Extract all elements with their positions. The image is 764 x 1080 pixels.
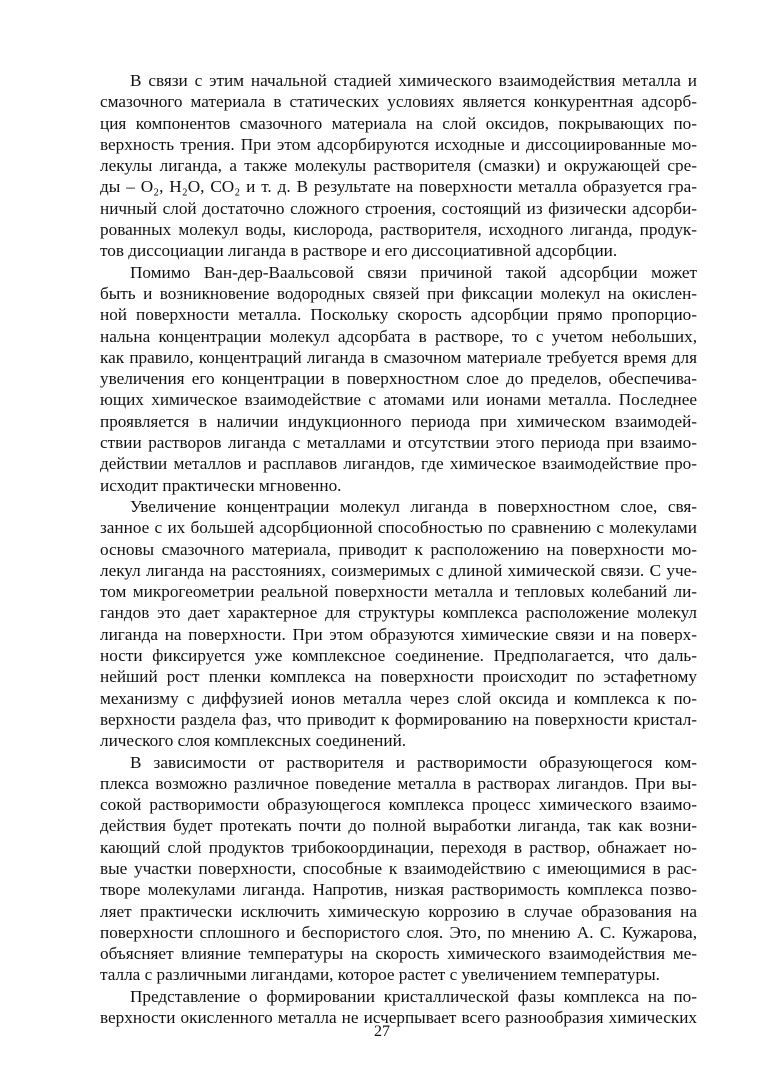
text-line: лекул лиганда на расстояниях, соизмеримых с длиной химической связи. С уче- bbox=[100, 560, 697, 580]
text-line: лиганда на поверхности. При этом образуются химические связи и на поверх- bbox=[100, 624, 697, 644]
text-line: лического слоя комплексных соединений. bbox=[100, 731, 407, 751]
text-line: объясняет влияние температуры на скорость химического взаимодействия ме- bbox=[100, 944, 697, 964]
text-line: верхности раздела фаз, что приводит к формированию на поверхности кристал- bbox=[100, 709, 697, 729]
paragraph bbox=[100, 496, 697, 752]
text-line: том микрогеометрии реальной поверхности металла и тепловых колебаний ли- bbox=[100, 582, 697, 602]
paragraph bbox=[100, 262, 697, 496]
text-line: В связи с этим начальной стадией химического взаимодействия металла и bbox=[130, 71, 697, 90]
text-line: В зависимости от растворителя и растворимости образующегося ком- bbox=[130, 752, 697, 772]
text-line: вые участки поверхности, способные к взаимодействию с имеющимися в рас- bbox=[100, 858, 697, 878]
text-line: ция компонентов смазочного материала на слой оксидов, покрывающих по- bbox=[100, 113, 697, 133]
text-line: кающий слой продуктов трибокоординации, переходя в раствор, обнажает но- bbox=[100, 837, 697, 857]
paragraph bbox=[100, 752, 697, 986]
text-line: занное с их большей адсорбционной способностью по сравнению с молекулами bbox=[100, 518, 697, 538]
text-line: поверхности сплошного и беспористого слоя. Это, по мнению А. С. Кужарова, bbox=[100, 922, 697, 942]
text-line: основы смазочного материала, приводит к расположению на поверхности мо- bbox=[100, 539, 697, 559]
text-line: быть и возникновение водородных связей при фиксации молекул на окислен- bbox=[100, 283, 697, 303]
text-line: ствии растворов лиганда с металлами и отсутствии этого периода при взаимо- bbox=[100, 433, 697, 453]
text-line: тов диссоциации лиганда в растворе и его диссоциативной адсорбции. bbox=[100, 241, 618, 261]
text-line: ляет практически исключить химическую коррозию в случае образования на bbox=[100, 901, 697, 921]
text-line: проявляется в наличии индукционного периода при химическом взаимодей- bbox=[100, 411, 697, 431]
text-line: ности фиксируется уже комплексное соединение. Предполагается, что даль- bbox=[100, 646, 697, 666]
page-number: 27 bbox=[374, 1023, 390, 1040]
text-line: смазочного материала в статических условиях является конкурентная адсорб- bbox=[100, 92, 697, 112]
text-line: верхности окисленного металла не исчерпывает всего разнообразия химических bbox=[100, 1008, 697, 1028]
text-line: увеличения его концентрации в поверхностном слое до пределов, обеспечива- bbox=[100, 369, 697, 389]
body-text bbox=[100, 70, 697, 1028]
text-line: творе молекулами лиганда. Напротив, низкая растворимость комплекса позво- bbox=[100, 880, 697, 900]
text-line: нейший рост пленки комплекса на поверхности происходит по эстафетному bbox=[100, 667, 697, 687]
text-line: талла с различными лигандами, которое растет с увеличением температуры. bbox=[100, 965, 660, 985]
text-line: действии металлов и расплавов лигандов, где химическое взаимодействие про- bbox=[100, 454, 697, 474]
text-line: верхность трения. При этом адсорбируются исходные и диссоциированные мо- bbox=[100, 134, 697, 154]
text-line: ющих химическое взаимодействие с атомами или ионами металла. Последнее bbox=[100, 390, 697, 410]
text-line: Помимо Ван-дер-Ваальсовой связи причиной такой адсорбции может bbox=[130, 262, 697, 282]
paragraph bbox=[100, 70, 697, 262]
text-line: ничный слой достаточно сложного строения, состоящий из физически адсорби- bbox=[100, 198, 697, 218]
text-line: гандов это дает характерное для структуры комплекса расположение молекул bbox=[100, 603, 697, 623]
text-line: механизму с диффузией ионов металла через слой оксида и комплекса к по- bbox=[100, 688, 697, 708]
text-line: исходит практически мгновенно. bbox=[100, 475, 342, 495]
text-line: сокой растворимости образующегося комплекса процесс химического взаимо- bbox=[100, 795, 697, 815]
text-line: рованных молекул воды, кислорода, растворителя, исходного лиганда, продук- bbox=[100, 220, 697, 240]
text-line: нальна концентрации молекул адсорбата в растворе, то с учетом небольших, bbox=[100, 326, 697, 346]
text-line: действия будет протекать почти до полной выработки лиганда, так как возни- bbox=[100, 816, 697, 836]
text-line: Увеличение концентрации молекул лиганда в поверхностном слое, свя- bbox=[130, 496, 697, 516]
text-line: ной поверхности металла. Поскольку скорость адсорбции прямо пропорцио- bbox=[100, 305, 697, 325]
text-line: Представление о формировании кристаллической фазы комплекса на по- bbox=[130, 986, 697, 1006]
text-line: лекулы лиганда, а также молекулы растворителя (смазки) и окружающей сре- bbox=[100, 156, 697, 176]
text-line: плекса возможно различное поведение металла в растворах лигандов. При вы- bbox=[100, 773, 697, 793]
text-line: ды – O₂, H₂O, CO₂ и т. д. В результате на поверхности металла образуется гра- bbox=[100, 177, 697, 197]
text-line: как правило, концентраций лиганда в смазочном материале требуется время для bbox=[100, 347, 697, 367]
